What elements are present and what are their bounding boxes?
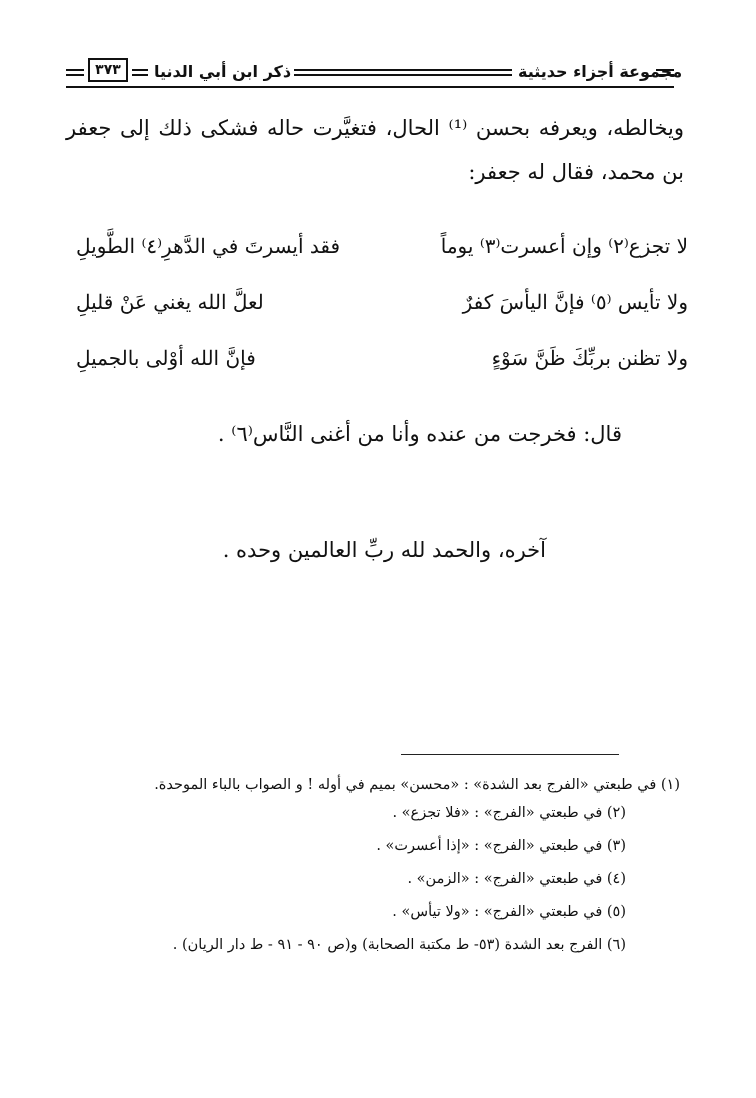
verse-line: [76, 282, 688, 322]
opening-paragraph: [66, 106, 684, 194]
closing-line: قال: فخرجت من عنده وأنا من أغنى النَّاس⁽٦⁾ .: [217, 422, 622, 446]
footnote: (٥) في طبعتي «الفرج» : «ولا تيأس» .: [392, 904, 626, 920]
page-number: ٣٧٣: [88, 58, 128, 82]
footnotes: [82, 770, 680, 960]
header-rule-short: [132, 69, 148, 76]
verse-line: [76, 226, 688, 266]
book-title: مجموعة أجزاء حديثية: [518, 62, 683, 81]
verse-second-hemistich: لعلَّ الله يغني عَنْ قليلِ: [76, 290, 264, 314]
footnote: (٢) في طبعتي «الفرج» : «فلا تجزع» .: [392, 805, 626, 821]
colophon: آخره، والحمد لله ربِّ العالمين وحده .: [222, 538, 546, 562]
section-title: ذكر ابن أبي الدنيا: [154, 62, 292, 81]
header-rule-left: [66, 69, 84, 76]
running-header: [66, 58, 683, 92]
verse-second-hemistich: فقد أيسرتَ في الدَّهرِ⁽٤⁾ الطَّويلِ: [76, 234, 341, 258]
verse-first-hemistich: لا تجزع⁽٢⁾ وإن أعسرت⁽٣⁾ يوماً: [440, 234, 688, 258]
header-rule-right: [656, 69, 674, 76]
footnote-separator: [401, 754, 619, 755]
paragraph-text: ويخالطه، ويعرفه بحسن ⁽¹⁾ الحال، فتغيَّرت حاله فشكى ذلك إلى جعفر بن محمد، فقال له جعفر:: [66, 116, 684, 184]
verse-first-hemistich: ولا تأيس ⁽٥⁾ فإنَّ اليأسَ كفرٌ: [462, 290, 688, 314]
verse-first-hemistich: ولا تظنن بربِّكَ ظَنَّ سَوْءٍ: [491, 346, 688, 370]
verse-second-hemistich: فإنَّ الله أوْلى بالجميلِ: [76, 346, 256, 370]
header-underline: [66, 86, 674, 88]
footnote: (٦) الفرج بعد الشدة (٥٣- ط مكتبة الصحابة) و(ص ٩٠ - ٩١ - ط دار الريان) .: [172, 937, 626, 953]
footnote: (١) في طبعتي «الفرج بعد الشدة» : «محسن» بميم في أوله ! و الصواب بالباء الموحدة.: [154, 777, 680, 793]
footnote: (٣) في طبعتي «الفرج» : «إذا أعسرت» .: [376, 838, 626, 854]
verse-line: [76, 338, 688, 378]
footnote: (٤) في طبعتي «الفرج» : «الزمن» .: [407, 871, 626, 887]
header-rule-middle: [294, 69, 512, 76]
